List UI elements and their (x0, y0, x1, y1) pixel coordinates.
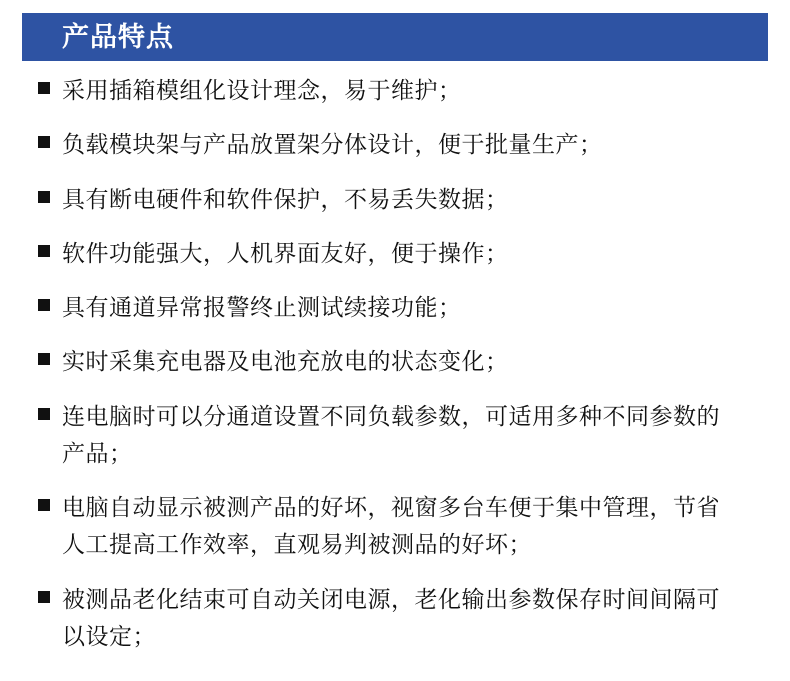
feature-text: 电脑自动显示被测产品的好坏，视窗多台车便于集中管理，节省人工提高工作效率，直观易判被测品的好坏； (62, 494, 720, 558)
square-bullet-icon (38, 499, 50, 511)
square-bullet-icon (38, 136, 50, 148)
square-bullet-icon (38, 299, 50, 311)
square-bullet-icon (38, 353, 50, 365)
feature-text: 采用插箱模组化设计理念，易于维护； (62, 77, 462, 103)
list-item (38, 235, 758, 272)
feature-text: 负载模块架与产品放置架分体设计，便于批量生产； (62, 131, 603, 158)
list-item (38, 181, 758, 218)
feature-text: 实时采集充电器及电池充放电的状态变化； (62, 348, 509, 375)
square-bullet-icon (38, 245, 50, 257)
section-header-bar (22, 13, 768, 61)
feature-text: 具有通道异常报警终止测试续接功能； (62, 294, 462, 320)
list-item (38, 398, 758, 473)
feature-text: 具有断电硬件和软件保护，不易丢失数据； (62, 185, 509, 212)
list-item (38, 289, 758, 326)
list-item (38, 489, 758, 564)
feature-list (38, 72, 758, 672)
square-bullet-icon (38, 191, 50, 203)
feature-text: 连电脑时可以分通道设置不同负载参数，可适用多种不同参数的产品； (62, 402, 720, 466)
square-bullet-icon (38, 408, 50, 420)
list-item (38, 72, 758, 109)
feature-text: 被测品老化结束可自动关闭电源，老化输出参数保存时间间隔可以设定； (62, 585, 720, 649)
feature-text: 软件功能强大，人机界面友好，便于操作； (62, 239, 509, 266)
list-item (38, 343, 758, 380)
page-title: 产品特点 (62, 21, 174, 52)
square-bullet-icon (38, 82, 50, 94)
list-item (38, 581, 758, 656)
square-bullet-icon (38, 591, 50, 603)
list-item (38, 126, 758, 163)
